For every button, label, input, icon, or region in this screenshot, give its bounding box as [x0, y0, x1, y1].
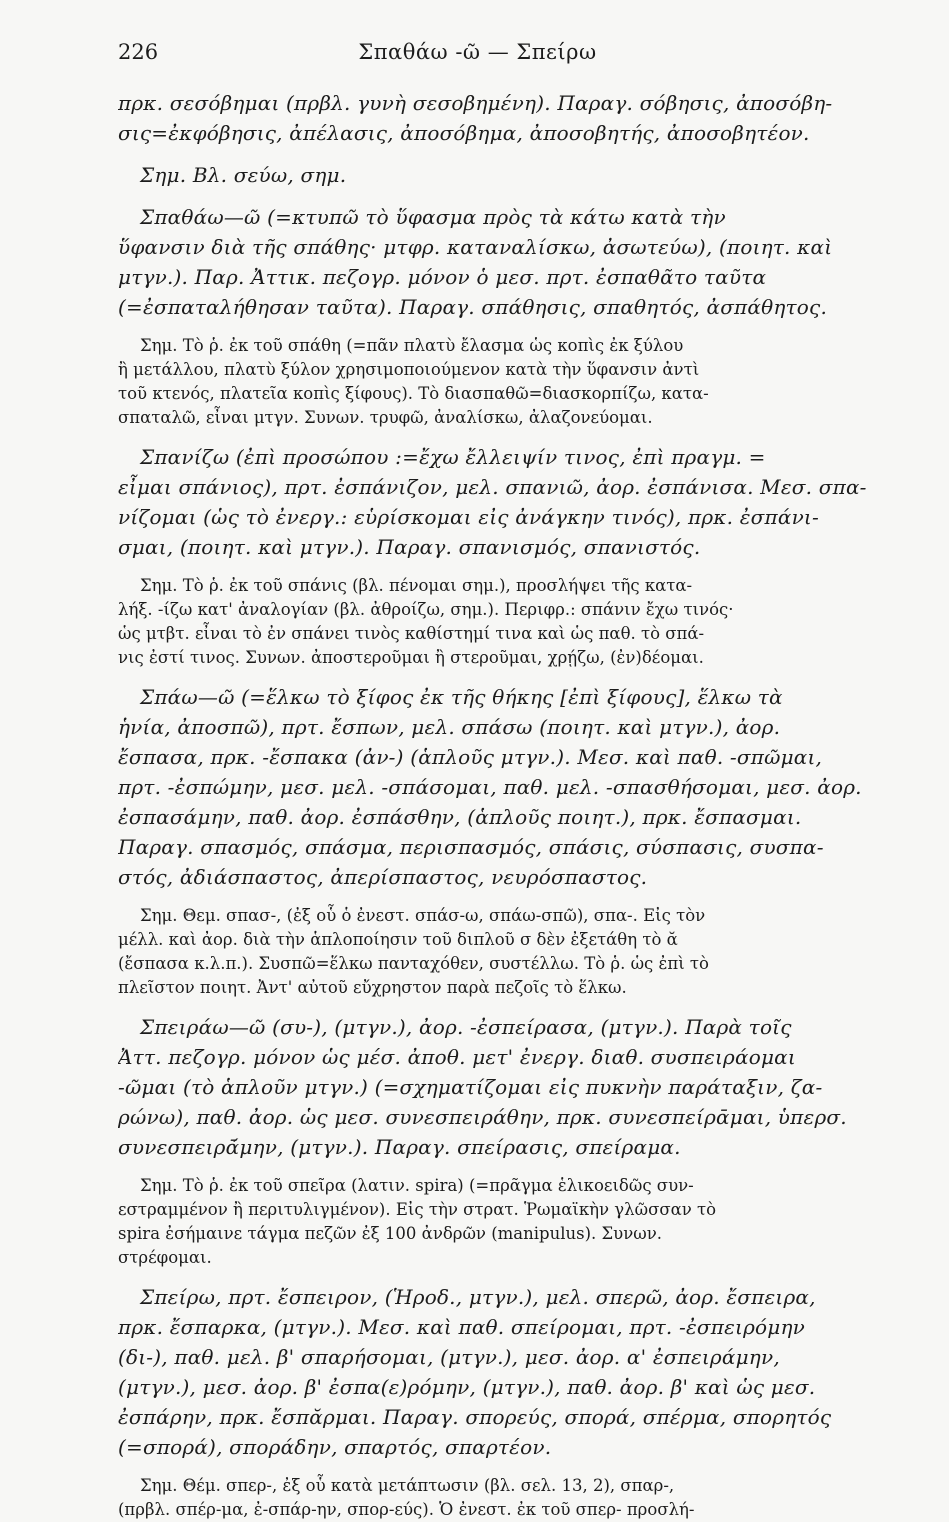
entry-line: (=ἐσπαταλήθησαν ταῦτα). Παραγ. σπάθησις, σπαθητός, ἀσπάθητος.: [118, 295, 827, 319]
note-paragraph: [118, 334, 936, 430]
block-gap: [118, 892, 936, 904]
running-head: Σπαθάω -ῶ — Σπείρω: [358, 40, 597, 64]
entry-line: ἐσπάρην, πρκ. ἔσπᾰρμαι. Παραγ. σπορεύς, σπορά, σπέρμα, σπορητός: [118, 1405, 832, 1429]
entry-paragraph: [118, 1012, 936, 1162]
note-line: πλεῖστον ποιητ. Ἀντ' αὐτοῦ εὔχρηστον παρὰ πεζοῖς τὸ ἕλκω.: [118, 978, 627, 997]
entry-line: Σπαθάω—ῶ (=κτυπῶ τὸ ὕφασμα πρὸς τὰ κάτω κατὰ τὴν: [140, 205, 726, 229]
block-gap: [118, 1270, 936, 1282]
block-gap: [118, 148, 936, 160]
entry-line: ρώνω), παθ. ἀορ. ὡς μεσ. συνεσπειράθην, πρκ. συνεσπείρᾱμαι, ὑπερσ.: [118, 1105, 847, 1129]
entry-line: ἡνία, ἀποσπῶ), πρτ. ἔσπων, μελ. σπάσω (ποιητ. καὶ μτγν.), ἀορ.: [118, 715, 781, 739]
entry-line: ἐσπασάμην, παθ. ἀορ. ἐσπάσθην, (ἁπλοῦς ποιητ.), πρκ. ἔσπασμαι.: [118, 805, 802, 829]
entry-line: Σπειράω—ῶ (συ-), (μτγν.), ἀορ. -ἐσπείρασα, (μτγν.). Παρὰ τοῖς: [140, 1015, 792, 1039]
entry-line: πρκ. σεσόβημαι (πρβλ. γυνὴ σεσοβημένη). Παραγ. σόβησις, ἀποσόβη-: [118, 91, 833, 115]
note-line: Σημ. Θέμ. σπερ-, ἐξ οὗ κατὰ μετάπτωσιν (βλ. σελ. 13, 2), σπαρ-,: [140, 1476, 675, 1495]
note-line: Σημ. Θεμ. σπασ-, (ἐξ οὗ ὁ ἐνεστ. σπάσ-ω, σπάω-σπῶ), σπα-. Εἰς τὸν: [140, 906, 706, 925]
entry-line: Σημ. Βλ. σεύω, σημ.: [140, 163, 347, 187]
entry-line: Παραγ. σπασμός, σπάσμα, περισπασμός, σπάσις, σύσπασις, συσπα-: [118, 835, 824, 859]
note-line: μέλλ. καὶ ἀορ. διὰ τὴν ἁπλοποίησιν τοῦ διπλοῦ σ δὲν ἐξετάθη τὸ ᾰ: [118, 930, 678, 949]
entry-paragraph: [118, 1282, 936, 1462]
block-gap: [118, 430, 936, 442]
note-line: σπαταλῶ, εἶναι μτγν. Συνων. τρυφῶ, ἀναλίσκω, ἀλαζονεύομαι.: [118, 408, 653, 427]
note-line: (ἔσπασα κ.λ.π.). Συσπῶ=ἕλκω πανταχόθεν, συστέλλω. Τὸ ῥ. ὡς ἐπὶ τὸ: [118, 954, 709, 973]
entry-line: (=σπορά), σποράδην, σπαρτός, σπαρτέον.: [118, 1435, 552, 1459]
entry-paragraph: [118, 88, 936, 148]
note-paragraph: [118, 1474, 936, 1522]
entry-line: (μτγν.), μεσ. ἀορ. β' ἐσπα(ε)ρόμην, (μτγν.), παθ. ἀορ. β' καὶ ὡς μεσ.: [118, 1375, 816, 1399]
entry-line: ἔσπασα, πρκ. -ἔσπακα (ἀν-) (ἁπλοῦς μτγν.). Μεσ. καὶ παθ. -σπῶμαι,: [118, 745, 823, 769]
block-gap: [118, 1000, 936, 1012]
note-paragraph: [118, 574, 936, 670]
entry-paragraph: [118, 202, 936, 322]
entry-line: Ἀττ. πεζογρ. μόνον ὡς μέσ. ἀποθ. μετ' ἐνεργ. διαθ. συσπειράομαι: [118, 1045, 796, 1069]
note-line: (πρβλ. σπέρ-μα, ἐ-σπάρ-ην, σπορ-εύς). Ὁ ἐνεστ. ἐκ τοῦ σπερ- προσλή-: [118, 1500, 695, 1519]
block-gap: [118, 670, 936, 682]
note-line: ὡς μτβτ. εἶναι τὸ ἐν σπάνει τινὸς καθίστημί τινα καὶ ὡς παθ. τὸ σπά-: [118, 624, 705, 643]
entry-line: συνεσπειρᾱ́μην, (μτγν.). Παραγ. σπείρασις, σπείραμα.: [118, 1135, 681, 1159]
entry-paragraph: [118, 160, 936, 190]
block-gap: [118, 562, 936, 574]
entry-line: ὕφανσιν διὰ τῆς σπάθης· μτφρ. καταναλίσκω, ἀσωτεύω), (ποιητ. καὶ: [118, 235, 833, 259]
entry-line: μτγν.). Παρ. Ἀττικ. πεζογρ. μόνον ὁ μεσ. πρτ. ἐσπαθᾶτο ταῦτα: [118, 265, 767, 289]
entry-line: σμαι, (ποιητ. καὶ μτγν.). Παραγ. σπανισμός, σπανιστός.: [118, 535, 701, 559]
note-line: ἢ μετάλλου, πλατὺ ξύλον χρησιμοποιούμενον κατὰ τὴν ὕφανσιν ἀντὶ: [118, 360, 700, 379]
note-line: Σημ. Τὸ ῥ. ἐκ τοῦ σπεῖρα (λατιν. spira) (=πρᾶγμα ἑλικοειδῶς συν-: [140, 1176, 694, 1195]
entry-line: (δι-), παθ. μελ. β' σπαρήσομαι, (μτγν.), μεσ. ἀορ. α' ἐσπειράμην,: [118, 1345, 780, 1369]
note-line: τοῦ κτενός, πλατεῖα κοπὶς ξίφους). Τὸ διασπαθῶ=διασκορπίζω, κατα-: [118, 384, 709, 403]
entry-line: πρτ. -ἐσπώμην, μεσ. μελ. -σπάσομαι, παθ. μελ. -σπασθήσομαι, μεσ. ἀορ.: [118, 775, 862, 799]
block-gap: [118, 1462, 936, 1474]
block-gap: [118, 190, 936, 202]
note-paragraph: [118, 904, 936, 1000]
page-number: 226: [118, 40, 159, 64]
note-paragraph: [118, 1174, 936, 1270]
page-header: [118, 40, 837, 70]
entry-paragraph: [118, 682, 936, 892]
note-line: νις ἐστί τινος. Συνων. ἀποστεροῦμαι ἢ στεροῦμαι, χρῄζω, (ἐν)δέομαι.: [118, 648, 704, 667]
block-gap: [118, 1162, 936, 1174]
entries-body: [118, 88, 936, 1522]
entry-paragraph: [118, 442, 936, 562]
entry-line: νίζομαι (ὡς τὸ ἐνεργ.: εὑρίσκομαι εἰς ἀνάγκην τινός), πρκ. ἐσπάνι-: [118, 505, 819, 529]
entry-line: -ῶμαι (τὸ ἁπλοῦν μτγν.) (=σχηματίζομαι εἰς πυκνὴν παράταξιν, ζα-: [118, 1075, 823, 1099]
note-line: λήξ. -ίζω κατ' ἀναλογίαν (βλ. ἀθροίζω, σημ.). Περιφρ.: σπάνιν ἔχω τινός·: [118, 600, 734, 619]
entry-line: Σπανίζω (ἐπὶ προσώπου :=ἔχω ἔλλειψίν τινος, ἐπὶ πραγμ. =: [140, 445, 766, 469]
entry-line: σις=ἐκφόβησις, ἀπέλασις, ἀποσόβημα, ἀποσοβητής, ἀποσοβητέον.: [118, 121, 810, 145]
note-line: Σημ. Τὸ ῥ. ἐκ τοῦ σπάθη (=πᾶν πλατὺ ἔλασμα ὡς κοπὶς ἐκ ξύλου: [140, 336, 684, 355]
entry-line: πρκ. ἔσπαρκα, (μτγν.). Μεσ. καὶ παθ. σπείρομαι, πρτ. -ἐσπειρόμην: [118, 1315, 806, 1339]
note-line: στρέφομαι.: [118, 1248, 212, 1267]
entry-line: στός, ἀδιάσπαστος, ἀπερίσπαστος, νευρόσπαστος.: [118, 865, 648, 889]
entry-line: Σπάω—ῶ (=ἕλκω τὸ ξίφος ἐκ τῆς θήκης [ἐπὶ ξίφους], ἕλκω τὰ: [140, 685, 783, 709]
note-line: εστραμμένον ἢ περιτυλιγμένον). Εἰς τὴν στρατ. Ῥωμαϊκὴν γλῶσσαν τὸ: [118, 1200, 717, 1219]
block-gap: [118, 322, 936, 334]
note-line: Σημ. Τὸ ῥ. ἐκ τοῦ σπάνις (βλ. πένομαι σημ.), προσλήψει τῆς κατα-: [140, 576, 693, 595]
note-line: spira ἐσήμαινε τάγμα πεζῶν ἐξ 100 ἀνδρῶν (manipulus). Συνων.: [118, 1224, 662, 1243]
entry-line: Σπείρω, πρτ. ἔσπειρον, (Ἡροδ., μτγν.), μελ. σπερῶ, ἀορ. ἔσπειρα,: [140, 1285, 816, 1309]
entry-line: εἶμαι σπάνιος), πρτ. ἐσπάνιζον, μελ. σπανιῶ, ἀορ. ἐσπάνισα. Μεσ. σπα-: [118, 475, 867, 499]
